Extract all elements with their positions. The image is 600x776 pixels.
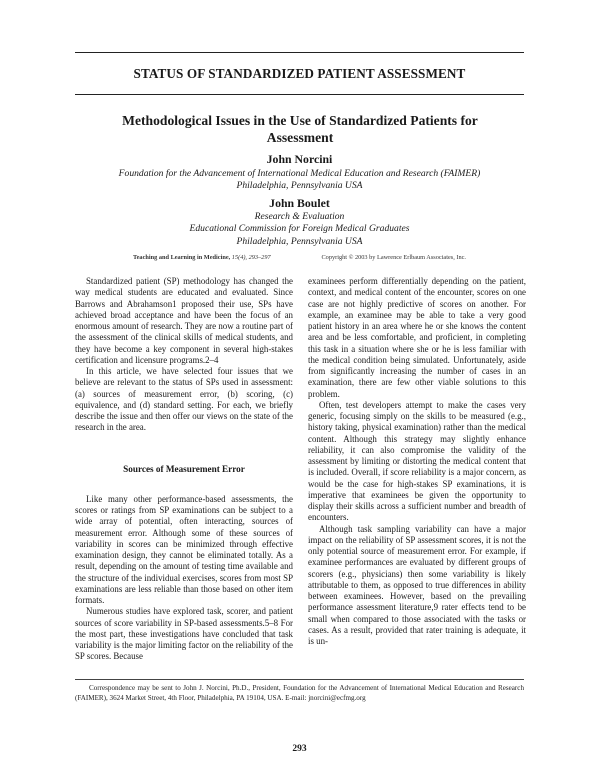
section-title: STATUS OF STANDARDIZED PATIENT ASSESSMENT [133,66,466,81]
author-name: John Boulet [269,196,330,210]
footnote-rule [75,679,524,680]
affiliation-line: Philadelphia, Pennsylvania USA [236,235,363,247]
top-rule [75,52,524,53]
section-rule [75,94,524,95]
body-paragraph: Standardized patient (SP) methodology has changed the way medical students are educated and evaluated. Since Barrows and Abrahamson1 proposed their use, SPs have achieved broad acceptance and have been the focus of an enormous amount of research. They are now a routine part of the assessment of the clinical skills of medical students, and they have become a key component in several high-stakes certification and licensure programs.2–4 [75,276,293,365]
journal-name: Teaching and Learning in Medicine, [133,254,231,261]
journal-reference [133,254,271,261]
left-column [75,276,293,663]
body-paragraph: Numerous studies have explored task, scorer, and patient sources of score variability in SP-based assessments.5–8 For the most part, these investigations have concluded that task variability is the major limiting factor on the reliability of the SP scores. Because [75,606,293,662]
author-affiliation [75,168,524,193]
body-paragraph: Like many other performance-based assessments, the scores or ratings from SP examinations can be subject to a wide array of potential, often interacting, sources of measurement error. Although some of these sources of variability in scores can be minimized through effective examination design, they cannot be eliminated totally. As a result, depending on the amount of testing time available and the structure of the individual exercises, scores from most SP examinations are less reliable than those based on other item formats. [75,493,293,605]
body-paragraph: examinees perform differentially depending on the patient, context, and medical content of the encounter, scores on one case are not highly predictive of scores on another. For example, an examinee may be able to take a very good patient history in an area where he or she knows the content area and be less comfortable, and proficient, in completing this task in a situation where she or he is less familiar with the medical condition being simulated. Unfortunately, aside from significantly increasing the number of cases in an examination, there are few other viable solutions to this problem. [308,276,526,399]
body-paragraph: In this article, we have selected four issues that we believe are relevant to the status of SPs used in assessment: (a) sources of measurement error, (b) scoring, (c) equivalence, and (d) standard setting. For each, we briefly describe the issue and then offer our views on the state of the research in the area. [75,366,293,433]
copyright-notice: Copyright © 2003 by Lawrence Erlbaum Associates, Inc. [321,254,466,261]
journal-volume: 15(4), 293–297 [231,254,271,261]
affiliation-line: Educational Commission for Foreign Medical Graduates [189,223,410,235]
right-column [308,276,526,647]
author-affiliation [75,211,524,248]
page-number: 293 [292,744,307,754]
author-name: John Norcini [266,152,333,166]
correspondence-footnote: Correspondence may be sent to John J. Norcini, Ph.D., President, Foundation for the Advancement of International Medical Education and Research (FAIMER), 3624 Market Street, 4th Floor, Philadelphia, PA 19104, USA. E-mail: jnorcini@ecfmg.org [75,684,524,702]
section-heading: Sources of Measurement Error [123,463,245,474]
affiliation-line: Philadelphia, Pennsylvania USA [236,180,363,192]
affiliation-line: Foundation for the Advancement of International Medical Education and Research (FAIMER) [118,168,481,179]
affiliation-line: Research & Evaluation [254,211,345,222]
body-paragraph: Although task sampling variability can have a major impact on the reliability of SP assessment scores, it is not the only potential source of measurement error. For example, if examinee performances are evaluated by different groups of scorers (e.g., physicians) then some variability is likely attributable to them, as opposed to true differences in ability between examinees. However, based on the prevailing performance assessment literature,9 rater effects tend to be small when compared to those associated with the tasks or cases. As a result, provided that rater training is adequate, it is un- [308,523,526,646]
paper-title: Methodological Issues in the Use of Standardized Patients for Assessment [122,113,478,145]
body-paragraph: Often, test developers attempt to make the cases very generic, focusing simply on the skills to be measured (e.g., history taking, physical examination) rather than the medical content. Although this strategy may slightly enhance reliability, it can also compromise the validity of the assessment by limiting or distorting the medical content that is included. Overall, if score reliability is a major concern, as would be the case for high-stakes SP examinations, it is imperative that examinees be given the opportunity to display their skills across a sufficient number and breadth of encounters. [308,399,526,523]
